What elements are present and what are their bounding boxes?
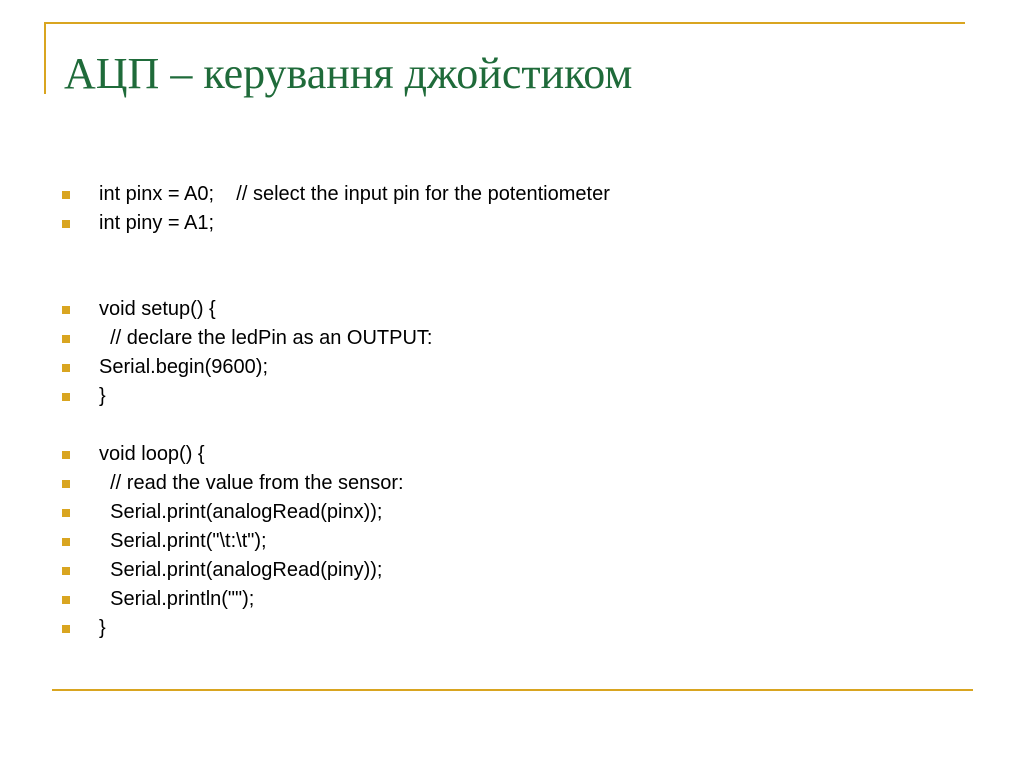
square-bullet-icon	[62, 451, 70, 459]
list-item	[0, 209, 900, 238]
list-item	[0, 324, 900, 353]
square-bullet-icon	[62, 538, 70, 546]
code-line: }	[99, 385, 106, 407]
list-item	[0, 527, 900, 556]
code-line: Serial.println("");	[99, 588, 255, 610]
code-line: Serial.begin(9600);	[99, 356, 268, 378]
square-bullet-icon	[62, 191, 70, 199]
code-line: }	[99, 617, 106, 639]
code-line: void setup() {	[99, 298, 216, 320]
square-bullet-icon	[62, 596, 70, 604]
bottom-rule-line	[52, 689, 973, 691]
left-frame-line	[44, 22, 46, 94]
square-bullet-icon	[62, 509, 70, 517]
square-bullet-icon	[62, 393, 70, 401]
square-bullet-icon	[62, 220, 70, 228]
top-frame-line	[44, 22, 965, 24]
list-item	[0, 440, 900, 469]
code-line: Serial.print("\t:\t");	[99, 530, 267, 552]
square-bullet-icon	[62, 567, 70, 575]
list-item	[0, 353, 900, 382]
list-item	[0, 556, 900, 585]
list-item	[0, 585, 900, 614]
square-bullet-icon	[62, 306, 70, 314]
square-bullet-icon	[62, 625, 70, 633]
square-bullet-icon	[62, 335, 70, 343]
slide-title: АЦП – керування джойстиком	[64, 49, 633, 98]
list-item	[0, 614, 900, 643]
list-item	[0, 180, 900, 209]
code-line: // declare the ledPin as an OUTPUT:	[99, 327, 433, 349]
square-bullet-icon	[62, 364, 70, 372]
code-line: Serial.print(analogRead(pinx));	[99, 501, 383, 523]
code-line: int pinx = A0; // select the input pin for the potentiometer	[99, 183, 610, 205]
list-item	[0, 382, 900, 411]
code-line: // read the value from the sensor:	[99, 472, 404, 494]
code-line: Serial.print(analogRead(piny));	[99, 559, 383, 581]
list-item	[0, 498, 900, 527]
code-line: int piny = A1;	[99, 212, 215, 234]
square-bullet-icon	[62, 480, 70, 488]
list-item	[0, 295, 900, 324]
list-item	[0, 469, 900, 498]
code-line: void loop() {	[99, 443, 205, 465]
